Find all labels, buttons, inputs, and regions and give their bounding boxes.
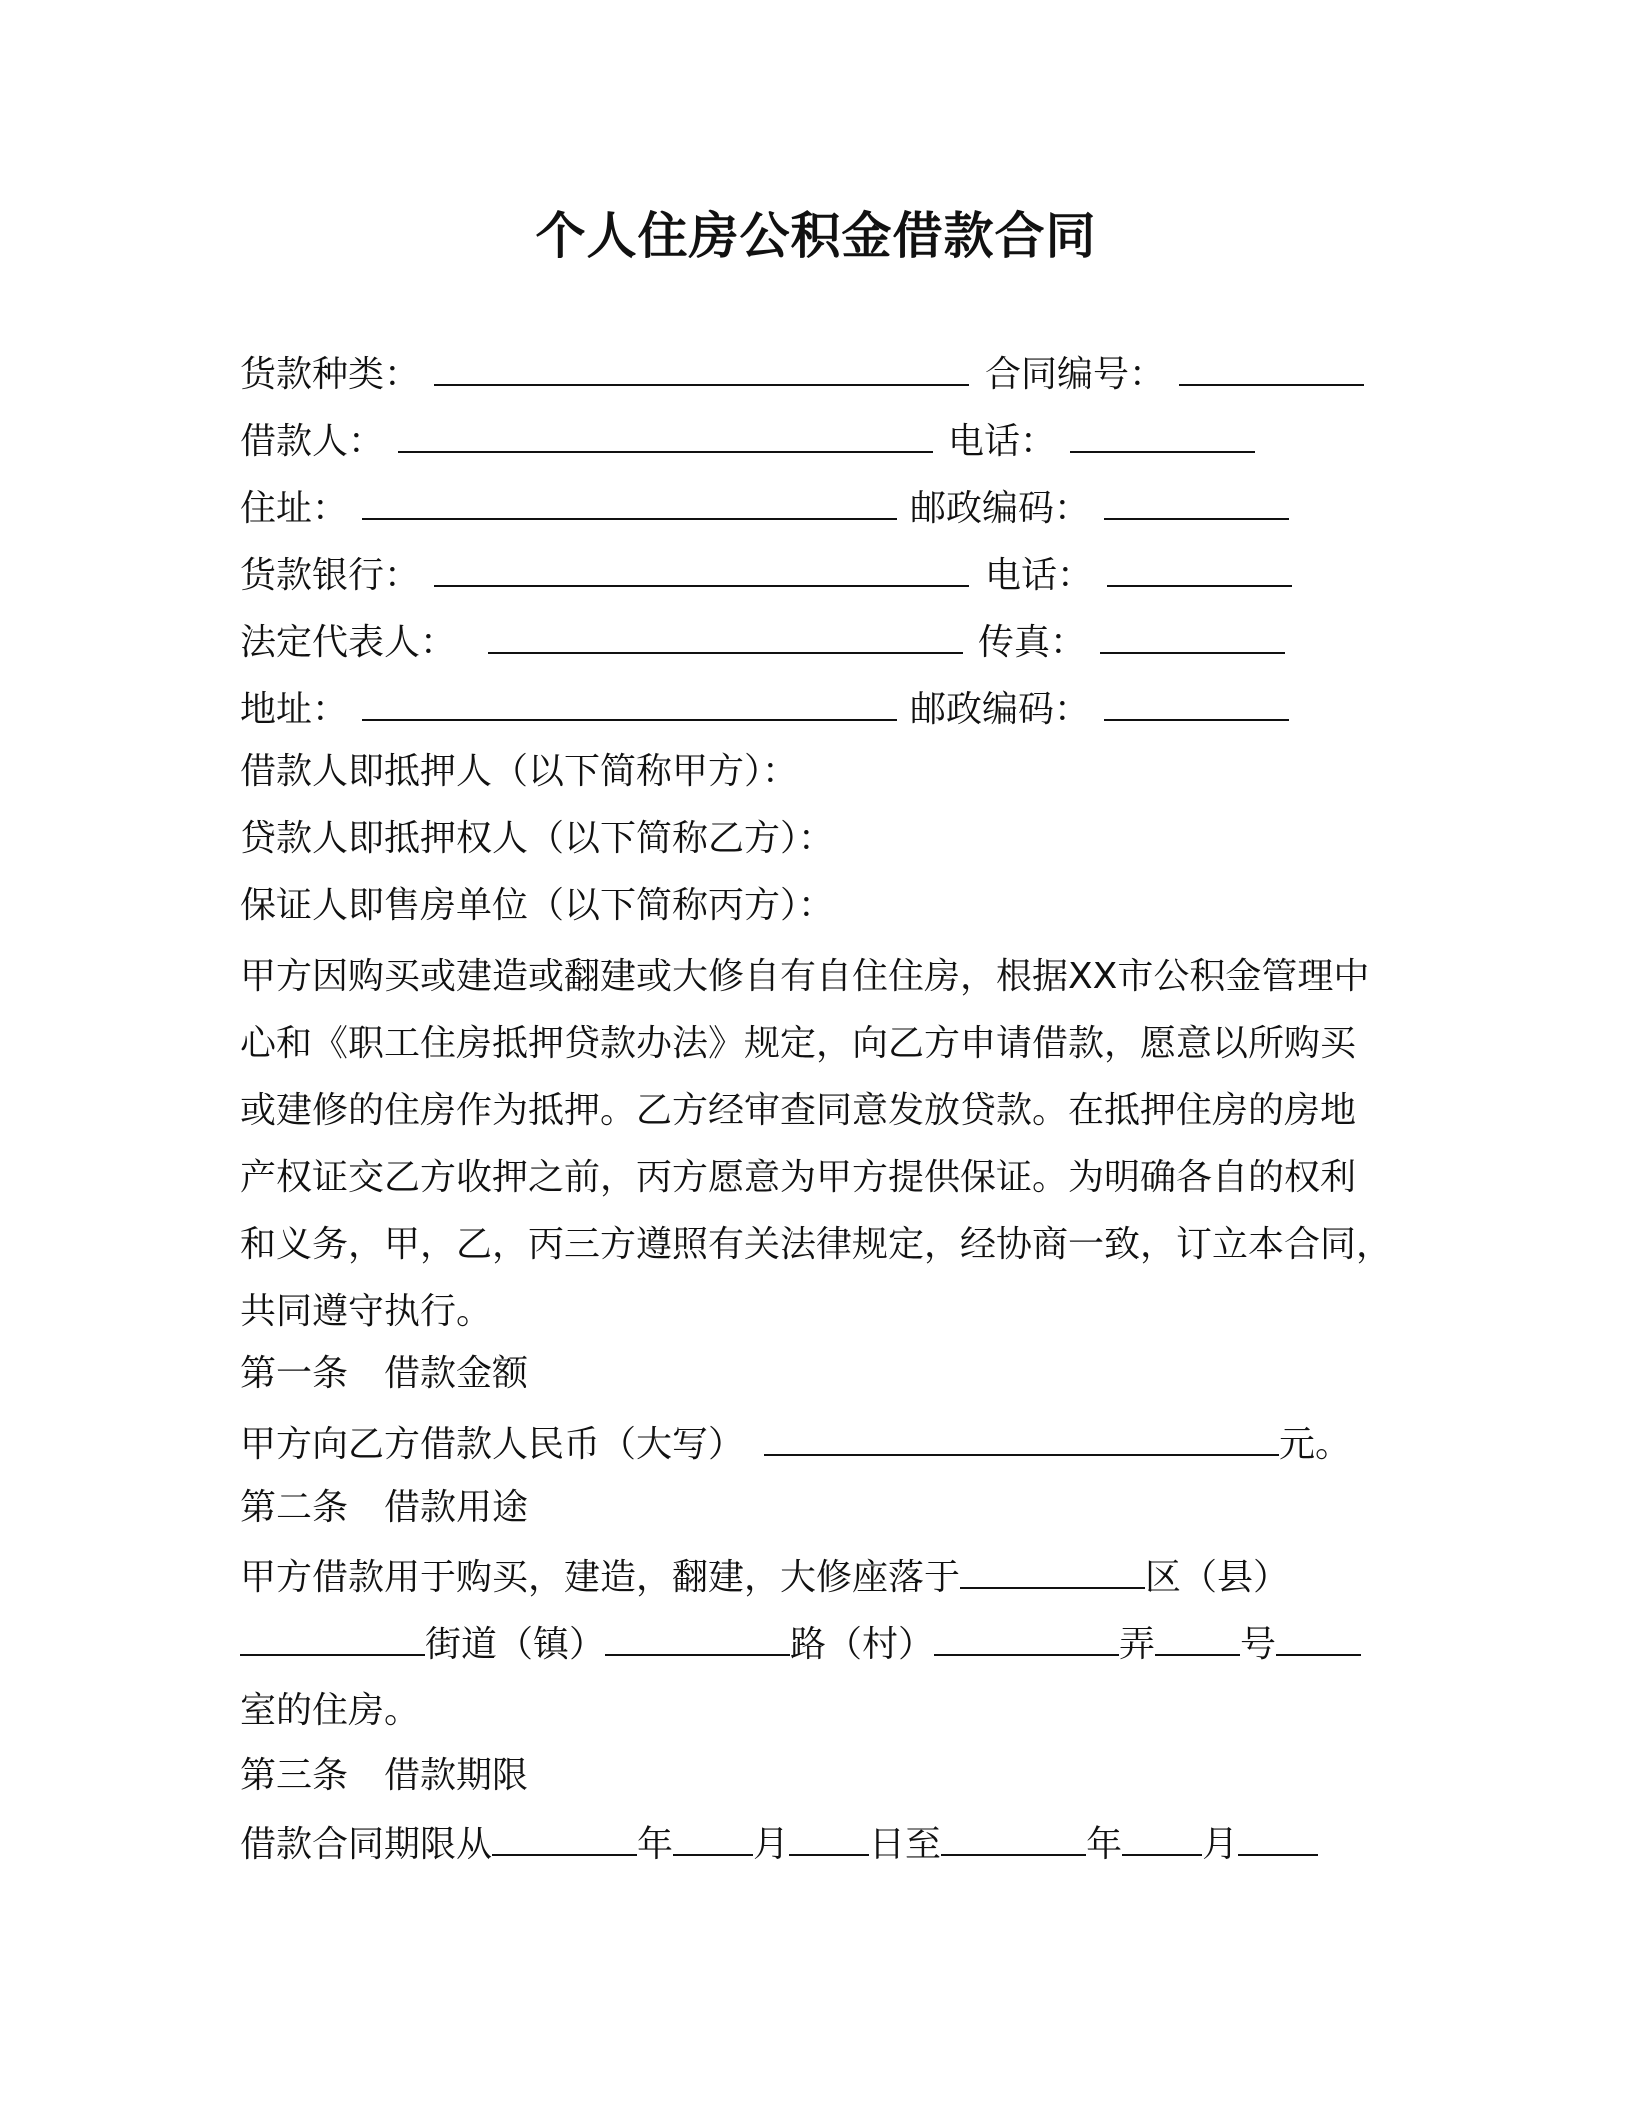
preamble-line: 产权证交乙方收押之前，丙方愿意为甲方提供保证。为明确各自的权利: [240, 1157, 1357, 1198]
blank-line: [1100, 618, 1285, 654]
field-row-fax: [978, 618, 1285, 667]
field-row-loan-type: [240, 350, 969, 399]
article-1-heading: 第一条 借款金额: [240, 1353, 529, 1394]
article-2-heading: 第二条 借款用途: [240, 1487, 529, 1528]
year-label: 年: [637, 1824, 674, 1865]
blank-line: [492, 1820, 637, 1856]
article-2-line-1: [240, 1553, 1289, 1602]
field-row-contract-no: [985, 350, 1364, 399]
article-2-text: 甲方借款用于购买，建造，翻建，大修座落于: [240, 1557, 961, 1598]
article-1-prefix: 甲方向乙方借款人民币（大写）: [240, 1424, 745, 1465]
field-label: 邮政编码：: [910, 689, 1091, 730]
blank-line: [934, 1620, 1119, 1656]
party-a: 借款人即抵押人（以下简称甲方）：: [240, 751, 799, 792]
district-label: 区（县）: [1145, 1557, 1290, 1598]
blank-line: [488, 618, 963, 654]
lane-label: 弄: [1119, 1624, 1156, 1665]
field-row-address: [240, 484, 897, 533]
preamble-line: 心和《职工住房抵押贷款办法》规定，向乙方申请借款，愿意以所购买: [240, 1023, 1357, 1064]
day-to-label: 日至: [869, 1824, 942, 1865]
field-row-legal-rep: [240, 618, 963, 667]
field-row-borrower: [240, 417, 933, 466]
blank-line: [1122, 1820, 1202, 1856]
article-2-line-3: 室的住房。: [240, 1690, 421, 1731]
blank-line: [941, 1820, 1086, 1856]
blank-line: [789, 1820, 869, 1856]
party-b: 贷款人即抵押权人（以下简称乙方）：: [240, 818, 835, 859]
article-1-text: [240, 1420, 1351, 1469]
field-row-bank-address: [240, 685, 897, 734]
preamble-line: 共同遵守执行。: [240, 1291, 493, 1332]
field-label: 邮政编码：: [910, 488, 1091, 529]
field-label: 电话：: [948, 421, 1057, 462]
party-c: 保证人即售房单位（以下简称丙方）：: [240, 885, 835, 926]
preamble-line: 和义务，甲，乙，丙三方遵照有关法律规定，经协商一致，订立本合同，: [240, 1224, 1393, 1265]
blank-line: [362, 484, 897, 520]
field-row-lending-bank: [240, 551, 969, 600]
document-title: 个人住房公积金借款合同: [535, 207, 1097, 265]
blank-line: [1238, 1820, 1318, 1856]
preamble-line: 甲方因购买或建造或翻建或大修自有自住住房，根据XX市公积金管理中: [240, 956, 1370, 997]
blank-line: [1179, 350, 1364, 386]
month-label: 月: [753, 1824, 790, 1865]
blank-line: [960, 1553, 1145, 1589]
blank-line: [1104, 484, 1289, 520]
blank-line: [398, 417, 933, 453]
article-3-text: [240, 1820, 1318, 1869]
field-row-bank-phone: [985, 551, 1292, 600]
month-label-2: 月: [1202, 1824, 1239, 1865]
blank-line: [673, 1820, 753, 1856]
blank-line: [1155, 1620, 1240, 1656]
blank-line: [240, 1620, 425, 1656]
field-row-phone: [948, 417, 1255, 466]
field-label: 地址：: [240, 689, 349, 730]
term-prefix: 借款合同期限从: [240, 1824, 493, 1865]
field-label: 传真：: [978, 622, 1087, 663]
article-2-line-2: [240, 1620, 1361, 1669]
field-label: 住址：: [240, 488, 349, 529]
field-label: 合同编号：: [985, 354, 1166, 395]
field-label: 货款种类：: [240, 354, 421, 395]
field-row-postcode: [910, 484, 1289, 533]
field-label: 货款银行：: [240, 555, 421, 596]
article-3-heading: 第三条 借款期限: [240, 1755, 529, 1796]
year-label-2: 年: [1086, 1824, 1123, 1865]
blank-line: [764, 1420, 1279, 1456]
number-label: 号: [1240, 1624, 1277, 1665]
street-label: 街道（镇）: [425, 1624, 606, 1665]
road-label: 路（村）: [790, 1624, 935, 1665]
blank-line: [434, 551, 969, 587]
blank-line: [434, 350, 969, 386]
field-label: 借款人：: [240, 421, 385, 462]
blank-line: [1104, 685, 1289, 721]
blank-line: [1070, 417, 1255, 453]
blank-line: [605, 1620, 790, 1656]
field-row-bank-postcode: [910, 685, 1289, 734]
preamble-line: 或建修的住房作为抵押。乙方经审查同意发放贷款。在抵押住房的房地: [240, 1090, 1357, 1131]
field-label: 法定代表人：: [240, 622, 457, 663]
blank-line: [362, 685, 897, 721]
field-label: 电话：: [985, 555, 1094, 596]
blank-line: [1107, 551, 1292, 587]
blank-line: [1276, 1620, 1361, 1656]
article-1-suffix: 元。: [1279, 1424, 1352, 1465]
